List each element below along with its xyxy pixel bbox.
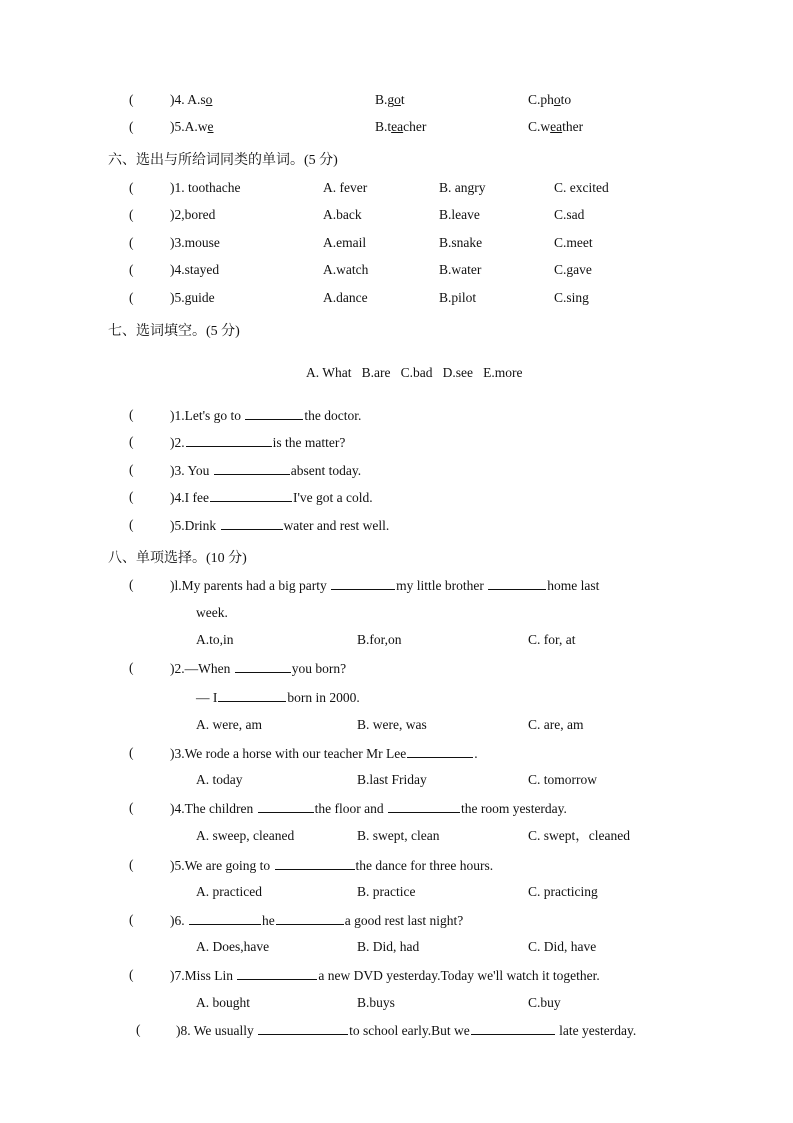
option-c: C. Did, have [528,939,597,954]
answer-blank[interactable] [214,462,290,475]
option-c: C.gave [554,262,592,277]
answer-blank[interactable] [331,577,395,590]
section-7-heading: 七、选词填空。(5 分) [108,324,240,339]
answer-paren: ( [129,577,134,592]
fill-blank-3: )3. You absent today. [170,463,362,478]
option-b: B.snake [439,235,483,250]
option-a: A. Does,have [196,939,270,954]
option-a: A. sweep, cleaned [196,828,295,843]
answer-paren: ( [129,967,134,982]
word-bank: A. What B.are C.bad D.see E.more [306,365,523,380]
mc-question-2: )2.—When you born? [170,661,347,676]
answer-blank[interactable] [221,517,283,530]
option-a: A. practiced [196,884,262,899]
option-b: B.water [439,262,482,277]
question-stem: )4.stayed [170,262,220,277]
question-5-4-stem: )4. A.so [170,92,213,107]
option-c: C.sing [554,290,589,305]
answer-paren: ( [129,207,134,222]
option-c: C. for, at [528,632,576,647]
answer-blank[interactable] [275,857,355,870]
answer-paren: ( [129,660,134,675]
option-c: C.sad [554,207,585,222]
question-stem: )1. toothache [170,180,241,195]
question-stem: )3.mouse [170,235,220,250]
mc-question-6: )6. he a good rest last night? [170,913,464,928]
option-b: B.got [375,92,405,107]
option-a: A. fever [323,180,368,195]
option-a: A.watch [323,262,369,277]
answer-blank[interactable] [276,912,344,925]
option-b: B.teacher [375,119,427,134]
option-b: B.pilot [439,290,477,305]
question-stem: )2,bored [170,207,216,222]
mc-question-1: )l.My parents had a big party my little brother home last [170,578,600,593]
option-b: B.for,on [357,632,402,647]
option-c: C. practicing [528,884,598,899]
section-8-heading: 八、单项选择。(10 分) [108,551,247,566]
question-stem: )5.guide [170,290,215,305]
answer-paren: ( [129,407,134,422]
option-c: C.photo [528,92,572,107]
option-b: B.buys [357,995,395,1010]
fill-blank-2: )2. is the matter? [170,435,346,450]
answer-blank[interactable] [189,912,261,925]
option-a: A. were, am [196,717,262,732]
answer-paren: ( [129,180,134,195]
answer-blank[interactable] [388,800,460,813]
option-b: B. swept, clean [357,828,440,843]
fill-blank-5: )5.Drink water and rest well. [170,518,390,533]
answer-paren: ( [129,489,134,504]
option-c: C. are, am [528,717,584,732]
answer-blank[interactable] [258,1022,348,1035]
option-a: A. today [196,772,243,787]
mc-question-4: )4.The children the floor and the room yesterday. [170,801,567,816]
option-a: A. bought [196,995,250,1010]
section-6-heading: 六、选出与所给词同类的单词。(5 分) [108,153,338,168]
answer-paren: ( [129,857,134,872]
answer-blank[interactable] [471,1022,555,1035]
option-b: B. angry [439,180,486,195]
option-a: A.back [323,207,362,222]
option-a: A.to,in [196,632,234,647]
option-c: C. tomorrow [528,772,597,787]
answer-blank[interactable] [186,434,272,447]
option-c: C. excited [554,180,609,195]
answer-paren: ( [129,262,134,277]
mc-question-1-cont: week. [196,605,228,620]
answer-blank[interactable] [237,967,317,980]
answer-paren: ( [129,119,134,134]
mc-question-5: )5.We are going to the dance for three hours. [170,858,494,873]
answer-paren: ( [129,235,134,250]
answer-blank[interactable] [488,577,546,590]
answer-paren: ( [129,745,134,760]
answer-blank[interactable] [218,689,286,702]
answer-paren: ( [129,290,134,305]
fill-blank-1: )1.Let's go to the doctor. [170,408,362,423]
answer-blank[interactable] [210,489,292,502]
mc-question-8: )8. We usually to school early.But we late yesterday. [176,1023,637,1038]
answer-blank[interactable] [407,745,473,758]
option-b: B.last Friday [357,772,427,787]
answer-blank[interactable] [245,407,303,420]
option-b: B. were, was [357,717,427,732]
option-c: C.meet [554,235,593,250]
answer-paren: ( [129,912,134,927]
answer-blank[interactable] [235,660,291,673]
option-c: C.buy [528,995,561,1010]
mc-question-3: )3.We rode a horse with our teacher Mr Lee . [170,746,478,761]
mc-question-7: )7.Miss Lin a new DVD yesterday.Today we'll watch it together. [170,968,600,983]
fill-blank-4: )4.I fee I've got a cold. [170,490,373,505]
answer-paren: ( [129,92,134,107]
answer-paren: ( [129,517,134,532]
option-a: A.email [323,235,367,250]
answer-paren: ( [129,462,134,477]
option-a: A.dance [323,290,368,305]
question-5-5-stem: )5.A.we [170,119,214,134]
answer-paren: ( [129,800,134,815]
answer-paren: ( [136,1022,141,1037]
option-b: B.leave [439,207,480,222]
option-c: C.weather [528,119,584,134]
option-c: C. swept，cleaned [528,828,630,843]
answer-paren: ( [129,434,134,449]
mc-question-2-reply: — I born in 2000. [196,690,360,705]
option-b: B. practice [357,884,416,899]
answer-blank[interactable] [258,800,314,813]
option-b: B. Did, had [357,939,420,954]
